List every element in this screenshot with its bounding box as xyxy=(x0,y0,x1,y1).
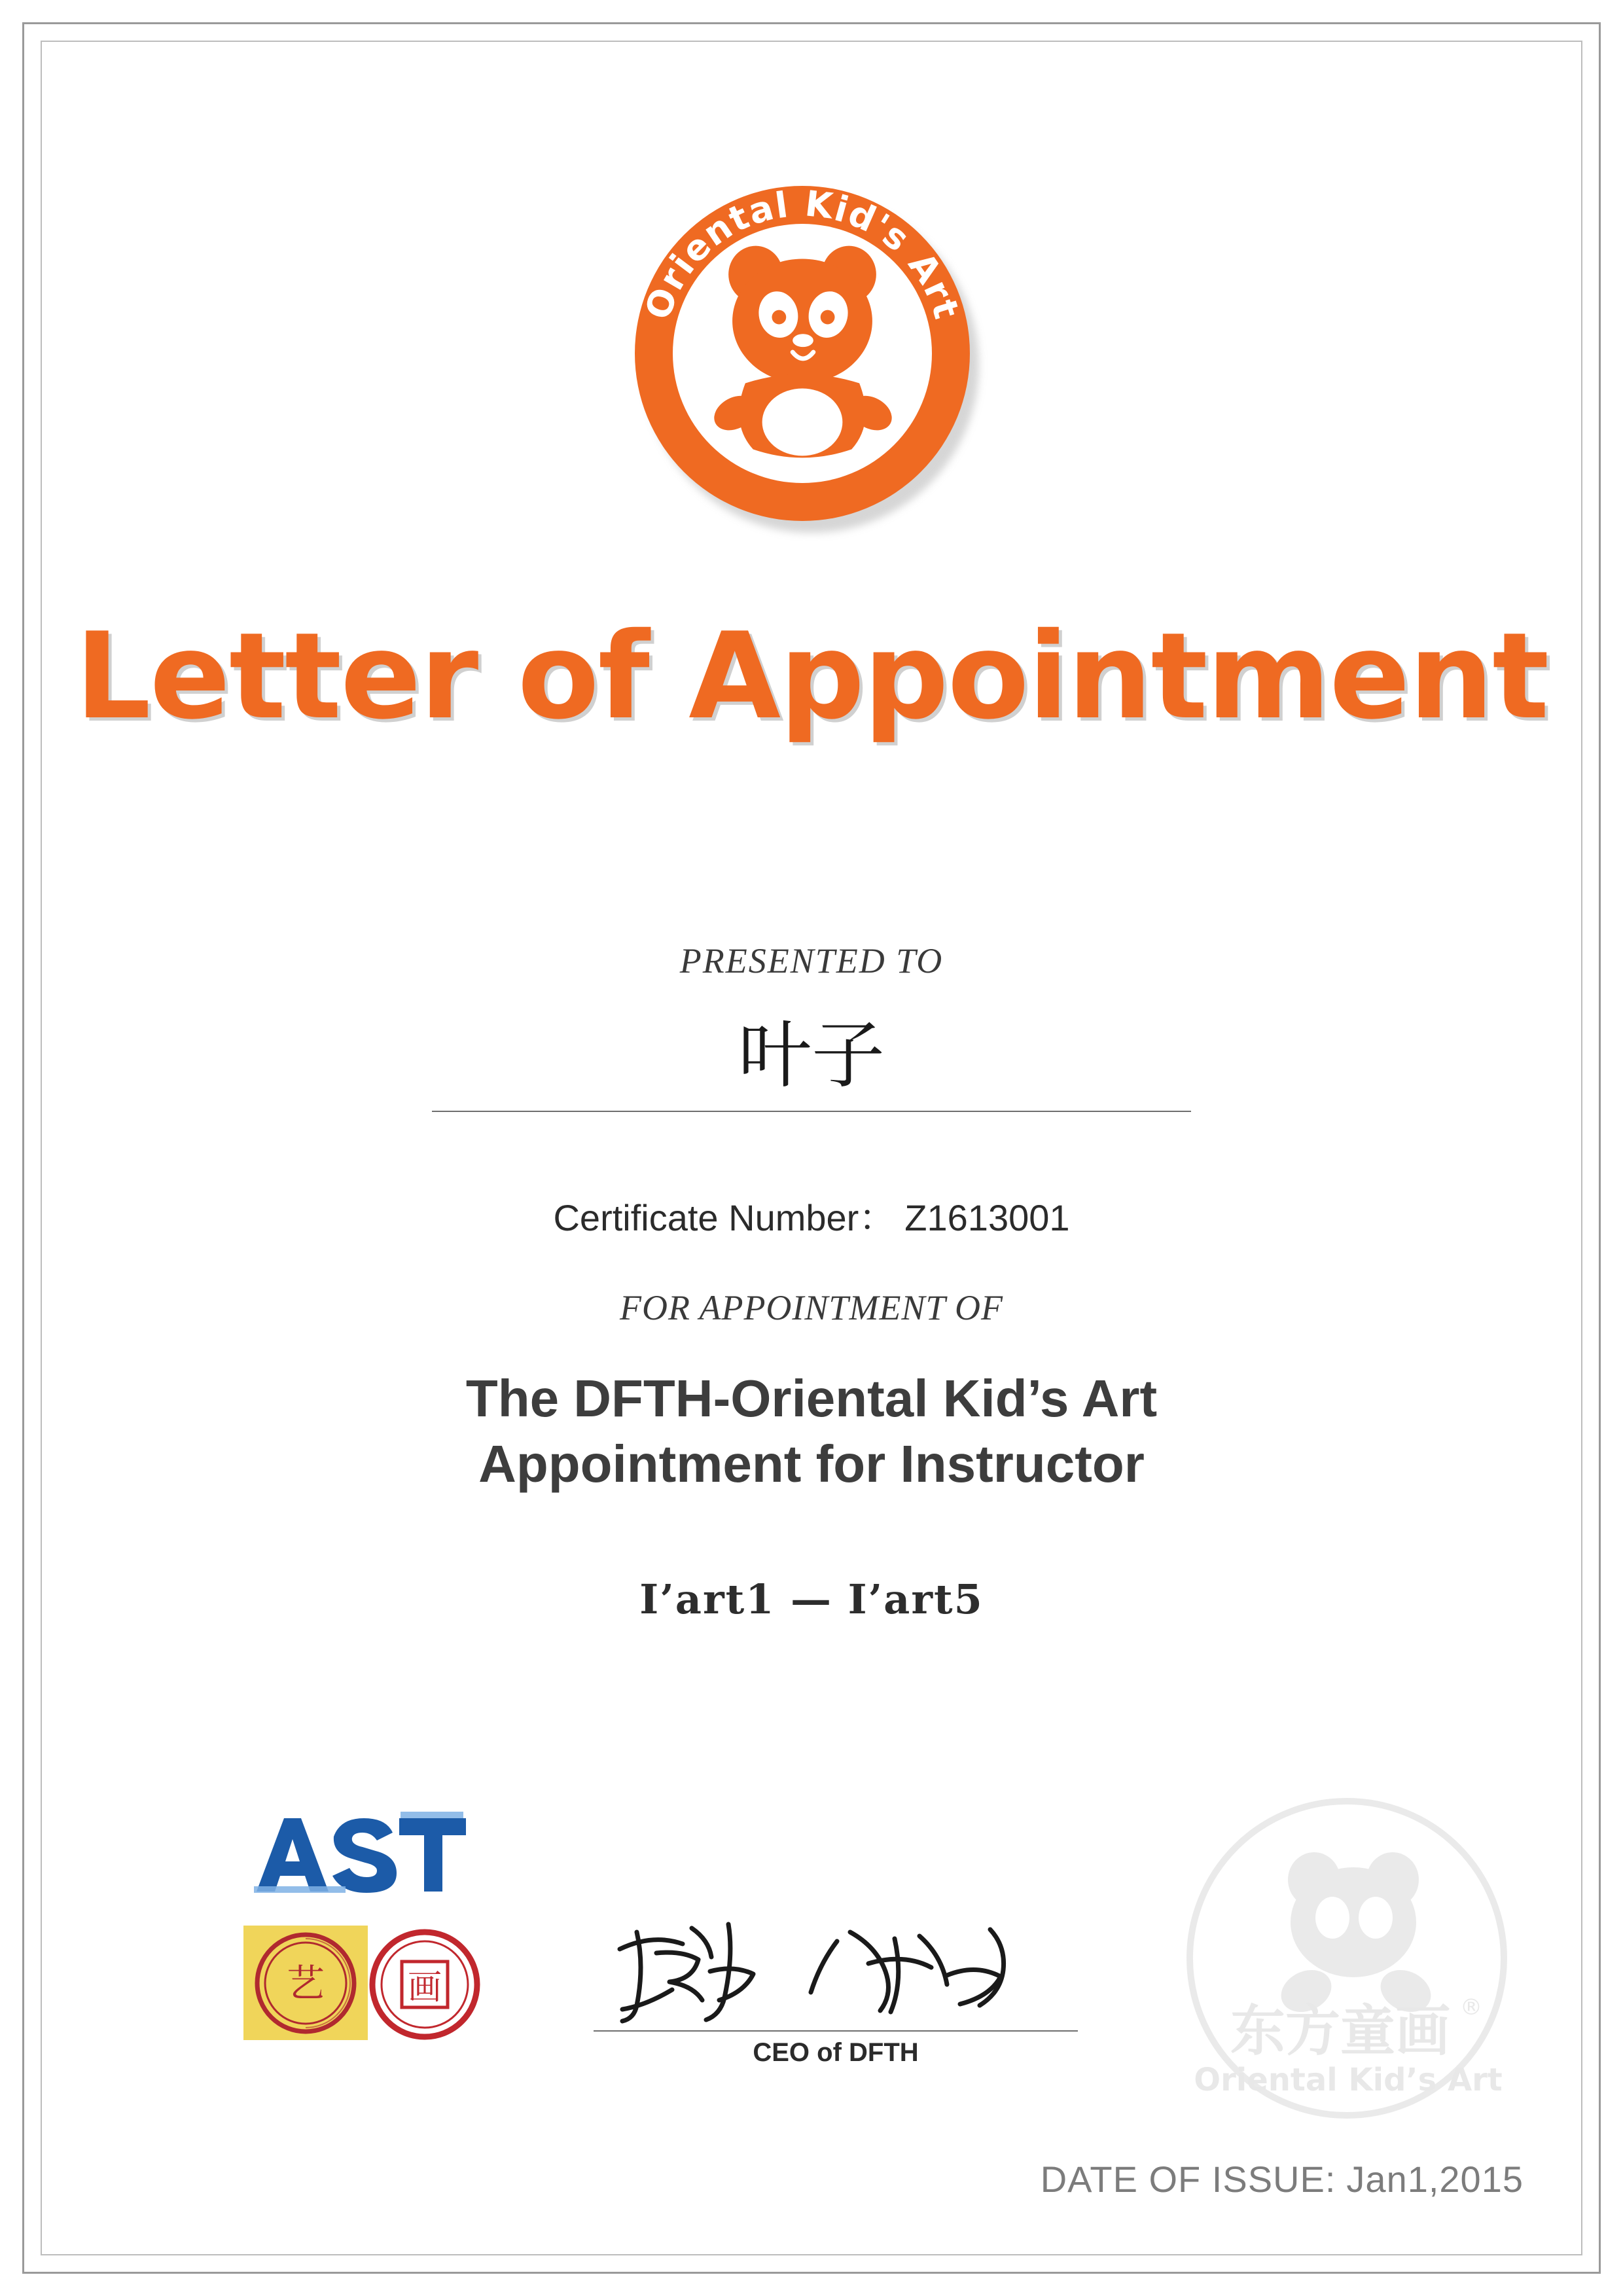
recipient-underline xyxy=(432,1111,1191,1112)
document-title: Letter of Appointment xyxy=(75,607,1548,745)
svg-text:艺: 艺 xyxy=(286,1961,325,2005)
recipient-block xyxy=(432,1013,1191,1112)
signature-caption: CEO of DFTH xyxy=(753,2038,919,2067)
certificate-number xyxy=(41,1189,1582,1242)
svg-text:Oriental Kid’s Art: Oriental Kid’s Art xyxy=(1194,2062,1503,2098)
for-appointment-label: FOR APPOINTMENT OF xyxy=(619,1288,1003,1327)
signature-block xyxy=(594,1912,1078,2068)
date-of-issue xyxy=(1041,2158,1524,2200)
gold-seal-icon xyxy=(243,1926,368,2040)
svg-text:画: 画 xyxy=(407,1968,442,2007)
date-label: DATE OF ISSUE: xyxy=(1040,2159,1336,2200)
certificate-content xyxy=(41,41,1582,2255)
signature-underline xyxy=(594,2030,1078,2032)
appointment-title xyxy=(41,1366,1582,1497)
certificate-number-label: Certificate Number： xyxy=(553,1197,896,1238)
handwritten-signature-icon xyxy=(594,1912,1078,2030)
certificate-number-value: Z1613001 xyxy=(904,1197,1070,1238)
date-value: Jan1,2015 xyxy=(1346,2159,1524,2200)
brand-logo xyxy=(635,186,988,539)
ast-logo-icon xyxy=(250,1808,466,1906)
svg-text:®: ® xyxy=(1460,1994,1482,2020)
signature-mark xyxy=(594,1912,1078,2030)
seal-group xyxy=(204,1808,466,2109)
appointment-title-line2: Appointment for Instructor xyxy=(478,1435,1145,1493)
presented-to-label: PRESENTED TO xyxy=(679,941,944,980)
appointment-title-line1: The DFTH-Oriental Kid’s Art xyxy=(465,1369,1158,1427)
watermark-logo xyxy=(1177,1795,1517,2135)
svg-text:东方童画: 东方童画 xyxy=(1230,1998,1451,2063)
recipient-name: 叶子 xyxy=(738,1013,885,1098)
panda-icon xyxy=(673,224,932,483)
level-range: Ⅰ’art1 — Ⅰ’art5 xyxy=(639,1575,984,1623)
red-seal-icon xyxy=(368,1926,482,2043)
svg-text:Oriental Kid's Art: Oriental Kid's Art xyxy=(637,186,968,325)
